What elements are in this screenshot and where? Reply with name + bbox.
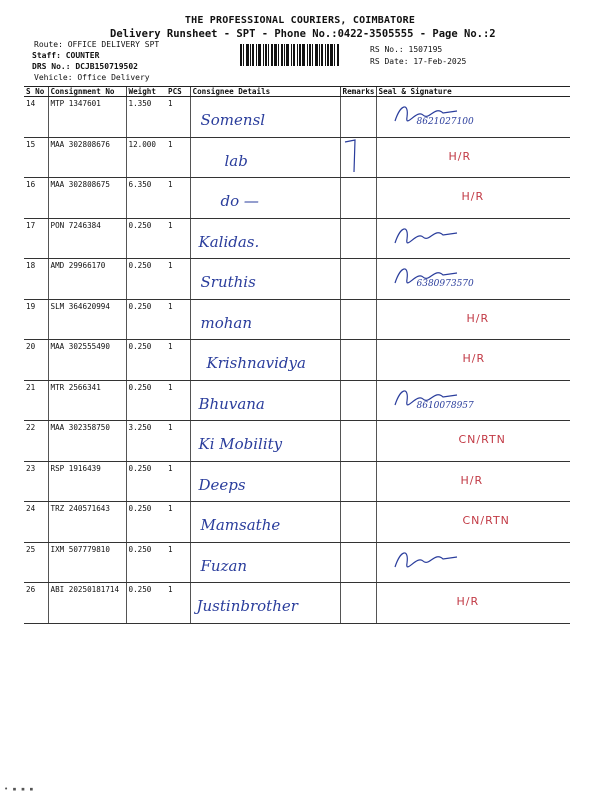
cell-remarks <box>340 542 376 583</box>
cell-consignment: MAA 302358750 <box>48 421 126 462</box>
col-consignee: Consignee Details <box>190 87 340 97</box>
cell-consignee <box>190 178 340 219</box>
seal-text: H/R <box>448 149 472 163</box>
rs-date: RS Date: 17-Feb-2025 <box>370 57 467 66</box>
cell-consignment: IXM 507779810 <box>48 542 126 583</box>
consignee-handwriting: Krishnavidya <box>206 354 306 372</box>
cell-consignee <box>190 259 340 300</box>
cell-weight: 3.250 <box>126 421 166 462</box>
cell-pcs: 1 <box>166 380 190 421</box>
cell-weight: 0.250 <box>126 502 166 543</box>
cell-remarks <box>340 502 376 543</box>
cell-seal-signature <box>376 502 570 543</box>
cell-remarks <box>340 380 376 421</box>
cell-sno: 20 <box>24 340 48 381</box>
seal-text: 8621027100 <box>416 117 474 127</box>
consignee-handwriting: Justinbrother <box>196 597 298 615</box>
cell-consignment: RSP 1916439 <box>48 461 126 502</box>
runsheet-subtitle: Delivery Runsheet - SPT - Phone No.:0422-3505555 - Page No.:2 <box>110 28 496 40</box>
seal-text: H/R <box>460 473 484 487</box>
cell-pcs: 1 <box>166 461 190 502</box>
cell-consignment: AMD 29966170 <box>48 259 126 300</box>
cell-weight: 0.250 <box>126 299 166 340</box>
cell-sno: 15 <box>24 137 48 178</box>
table-header <box>24 87 570 97</box>
page-edge-mark: • ▪ ▪ ▪ <box>4 785 34 793</box>
consignee-handwriting: Mamsathe <box>200 516 281 534</box>
table-row <box>24 502 570 543</box>
cell-sno: 26 <box>24 583 48 624</box>
remarks-bracket-mark <box>341 138 375 174</box>
cell-weight: 1.350 <box>126 97 166 138</box>
cell-sno: 25 <box>24 542 48 583</box>
seal-text: H/R <box>466 311 490 325</box>
seal-text: H/R <box>462 352 486 365</box>
cell-sno: 23 <box>24 461 48 502</box>
cell-seal-signature <box>376 299 570 340</box>
col-weight: Weight <box>126 87 166 97</box>
cell-consignee <box>190 97 340 138</box>
cell-seal-signature <box>376 97 570 138</box>
cell-remarks <box>340 583 376 624</box>
signature-scribble <box>387 221 477 255</box>
signature-scribble <box>387 383 477 417</box>
consignee-handwriting: do — <box>220 192 259 210</box>
signature-scribble <box>387 545 477 579</box>
consignee-handwriting: Bhuvana <box>198 394 265 413</box>
cell-consignee <box>190 502 340 543</box>
cell-seal-signature <box>376 178 570 219</box>
rs-number: RS No.: 1507195 <box>370 45 443 54</box>
consignee-handwriting: mohan <box>200 313 253 332</box>
table-row <box>24 178 570 219</box>
signature-scribble <box>387 261 477 295</box>
cell-seal-signature <box>376 340 570 381</box>
cell-remarks <box>340 218 376 259</box>
cell-remarks <box>340 97 376 138</box>
cell-consignee <box>190 542 340 583</box>
col-pcs: PCS <box>166 87 190 97</box>
cell-consignee <box>190 340 340 381</box>
cell-sno: 19 <box>24 299 48 340</box>
cell-sno: 17 <box>24 218 48 259</box>
route-label: Route: OFFICE DELIVERY SPT <box>34 40 160 49</box>
cell-pcs: 1 <box>166 97 190 138</box>
table-row <box>24 340 570 381</box>
cell-sno: 14 <box>24 97 48 138</box>
cell-remarks <box>340 461 376 502</box>
cell-pcs: 1 <box>166 542 190 583</box>
seal-text: 8610078957 <box>416 400 474 411</box>
table-row <box>24 542 570 583</box>
cell-sno: 16 <box>24 178 48 219</box>
runsheet-table <box>24 86 570 624</box>
cell-remarks <box>340 340 376 381</box>
cell-consignment: TRZ 240571643 <box>48 502 126 543</box>
cell-consignment: MTR 2566341 <box>48 380 126 421</box>
consignee-handwriting: lab <box>224 151 248 170</box>
table-row <box>24 299 570 340</box>
table-row <box>24 259 570 300</box>
consignee-handwriting: Kalidas. <box>198 232 260 251</box>
cell-pcs: 1 <box>166 259 190 300</box>
cell-remarks <box>340 137 376 178</box>
cell-weight: 0.250 <box>126 340 166 381</box>
table-row <box>24 583 570 624</box>
cell-weight: 6.350 <box>126 178 166 219</box>
drs-number: DRS No.: DCJB150719502 <box>32 62 138 71</box>
cell-weight: 0.250 <box>126 259 166 300</box>
col-seal: Seal & Signature <box>376 87 570 97</box>
cell-consignment: PON 7246384 <box>48 218 126 259</box>
table-row <box>24 461 570 502</box>
cell-remarks <box>340 421 376 462</box>
seal-text: H/R <box>456 595 480 608</box>
cell-consignee <box>190 299 340 340</box>
consignee-handwriting: Ki Mobility <box>198 435 283 453</box>
cell-seal-signature <box>376 137 570 178</box>
cell-consignment: ABI 20250181714 <box>48 583 126 624</box>
table-row <box>24 137 570 178</box>
cell-weight: 12.000 <box>126 137 166 178</box>
cell-consignment: MAA 302808676 <box>48 137 126 178</box>
seal-text: CN/RTN <box>462 514 510 527</box>
cell-weight: 0.250 <box>126 583 166 624</box>
seal-text: H/R <box>461 190 485 203</box>
cell-remarks <box>340 178 376 219</box>
cell-consignee <box>190 137 340 178</box>
consignee-handwriting: Somensl <box>200 111 266 129</box>
vehicle-label: Vehicle: Office Delivery <box>34 73 150 82</box>
cell-weight: 0.250 <box>126 380 166 421</box>
cell-seal-signature <box>376 421 570 462</box>
consignee-handwriting: Deeps <box>198 475 246 494</box>
cell-sno: 22 <box>24 421 48 462</box>
cell-consignment: SLM 364620994 <box>48 299 126 340</box>
cell-seal-signature <box>376 542 570 583</box>
cell-weight: 0.250 <box>126 218 166 259</box>
cell-consignee <box>190 583 340 624</box>
company-title: THE PROFESSIONAL COURIERS, COIMBATORE <box>184 15 416 26</box>
table-row <box>24 218 570 259</box>
cell-pcs: 1 <box>166 340 190 381</box>
cell-consignee <box>190 380 340 421</box>
cell-pcs: 1 <box>166 137 190 178</box>
cell-seal-signature <box>376 380 570 421</box>
cell-pcs: 1 <box>166 502 190 543</box>
cell-pcs: 1 <box>166 421 190 462</box>
cell-weight: 0.250 <box>126 461 166 502</box>
barcode <box>240 44 362 66</box>
cell-remarks <box>340 299 376 340</box>
cell-pcs: 1 <box>166 218 190 259</box>
cell-weight: 0.250 <box>126 542 166 583</box>
col-remarks: Remarks <box>340 87 376 97</box>
staff-label: Staff: COUNTER <box>32 51 100 60</box>
cell-sno: 21 <box>24 380 48 421</box>
cell-pcs: 1 <box>166 178 190 219</box>
consignee-handwriting: Sruthis <box>200 273 256 291</box>
cell-sno: 18 <box>24 259 48 300</box>
cell-seal-signature <box>376 218 570 259</box>
cell-consignment: MTP 1347601 <box>48 97 126 138</box>
cell-remarks <box>340 259 376 300</box>
col-consignment: Consignment No <box>48 87 126 97</box>
signature-scribble <box>387 99 477 133</box>
cell-consignment: MAA 302555490 <box>48 340 126 381</box>
cell-seal-signature <box>376 461 570 502</box>
cell-pcs: 1 <box>166 299 190 340</box>
seal-text: 6380973570 <box>416 279 474 289</box>
cell-pcs: 1 <box>166 583 190 624</box>
table-row <box>24 421 570 462</box>
table-row <box>24 380 570 421</box>
seal-text: CN/RTN <box>458 433 506 446</box>
cell-seal-signature <box>376 259 570 300</box>
cell-consignee <box>190 218 340 259</box>
consignee-handwriting: Fuzan <box>200 556 248 575</box>
cell-sno: 24 <box>24 502 48 543</box>
cell-consignee <box>190 421 340 462</box>
cell-consignment: MAA 302808675 <box>48 178 126 219</box>
cell-seal-signature <box>376 583 570 624</box>
cell-consignee <box>190 461 340 502</box>
col-sno: S No <box>24 87 48 97</box>
table-row <box>24 97 570 138</box>
